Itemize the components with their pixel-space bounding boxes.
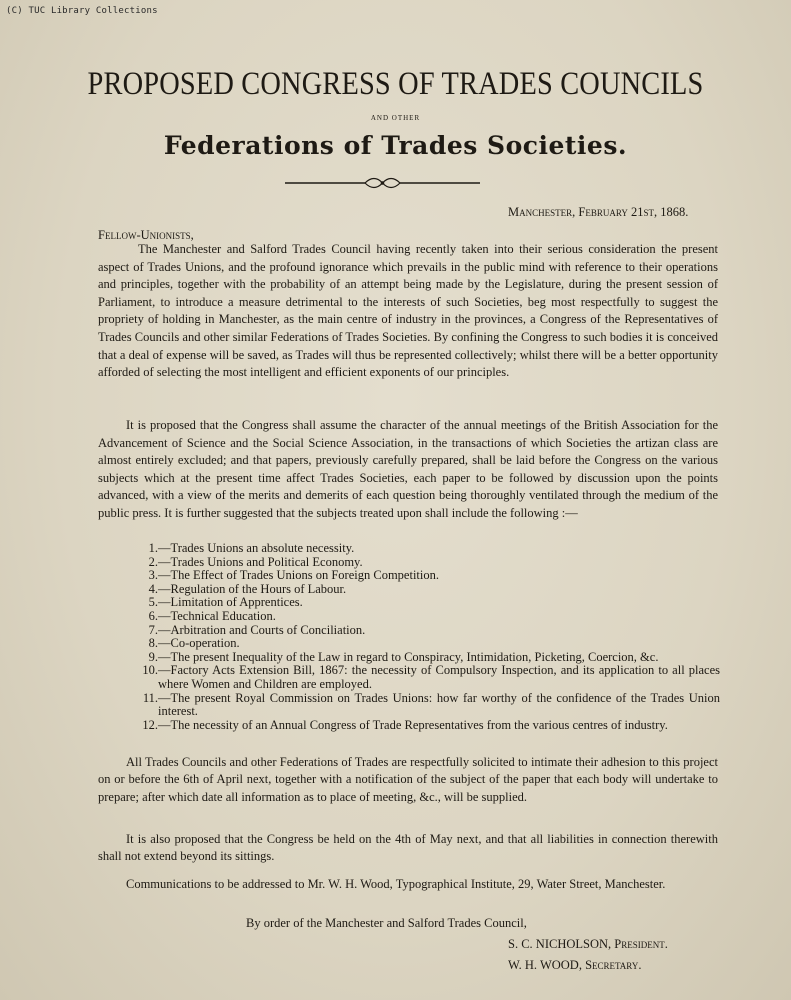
paragraph-proposal: It is proposed that the Congress shall assume the character of the annual meetings of the British Association for the Advancement of Science and the Social Science Association, in the transactions of which Societies the artizan class are almost entirely excluded; and that papers, previously carefully prepared, shall be laid before the Congress on the various subjects which at the present time affect Trades Societies, each paper to be followed by discussion upon the points advanced, with a view of the merits and demerits of each question being thoroughly ventilated through the medium of the public press. It is further suggested that the subjects treated upon shall include the following :— — [98, 418, 718, 520]
paragraph-date: It is also proposed that the Congress be held on the 4th of May next, and that all liabilities in connection therewith shall not extend beyond its sittings. — [98, 832, 718, 864]
list-item: 1. —Trades Unions an absolute necessity. — [148, 541, 355, 555]
paragraph-communications: Communications to be addressed to Mr. W. H. Wood, Typographical Institute, 29, Water Street, Manchester. — [126, 877, 666, 891]
list-item: 12. —The necessity of an Annual Congress of Trade Representatives from the various centres of industry. — [142, 717, 668, 732]
list-item: 4. —Regulation of the Hours of Labour. — [148, 581, 347, 596]
paragraph-introduction: The Manchester and Salford Trades Council having recently taken into their serious consideration the present aspect of Trades Unions, and the profound ignorance which prevails in the public mind with reference to their operations and principles, together with the probability of an attempt being made by the Legislature, during the present session of Parliament, to introduce a measure detrimental to the interests of such Societies, beg most respectfully to suggest the propriety of holding in Manchester, as the main centre of industry in the provinces, a Congress of the Representatives of Trades Councils and other similar Federations of Trades Societies. By confining the Congress to such bodies it is conceived that a deal of expense will be saved, as Trades will thus be represented collectively; whilst there will be a better opportunity afforded of selecting the most intelligent and efficient exponents of our principles. — [98, 242, 718, 380]
subjects-list — [130, 542, 720, 732]
signature-secretary: W. H. WOOD, Secretary. — [508, 958, 642, 972]
signature-president: S. C. NICHOLSON, President. — [508, 937, 668, 951]
list-item: 5. —Limitation of Apprentices. — [148, 595, 303, 610]
copyright-watermark: (C) TUC Library Collections — [6, 6, 158, 16]
closing-order: By order of the Manchester and Salford Trades Council, — [246, 916, 527, 930]
title-connector: AND OTHER — [370, 114, 421, 122]
list-item: 3. —The Effect of Trades Unions on Foreign Competition. — [148, 568, 439, 583]
ornamental-divider-icon — [285, 176, 480, 190]
list-item: 10. —Factory Acts Extension Bill, 1867: the necessity of Compulsory Inspection, and its application to all places where Women and Children are employed. — [142, 663, 720, 691]
salutation: Fellow-Unionists, — [98, 228, 194, 242]
document-subtitle: Federations of Trades Societies. — [163, 131, 628, 160]
list-item: 7. —Arbitration and Courts of Conciliation. — [148, 622, 366, 637]
dateline: Manchester, February 21st, 1868. — [508, 205, 689, 219]
paragraph-adhesion: All Trades Councils and other Federations of Trades are respectfully solicited to intimate their adhesion to this project on or before the 6th of April next, together with a notification of the subject of the paper that each body will undertake to prepare; after which date all information as to place of meeting, &c., will be supplied. — [98, 755, 718, 804]
list-item: 6. —Technical Education. — [148, 608, 276, 623]
list-item: 11. —The present Royal Commission on Trades Unions: how far worthy of the confidence of the Trades Union interest. — [142, 690, 720, 719]
list-item: 8. —Co-operation. — [148, 636, 240, 651]
list-item: 9. —The present Inequality of the Law in regard to Conspiracy, Intimidation, Picketing, Coercion, &c. — [148, 649, 659, 664]
list-item: 2. —Trades Unions and Political Economy. — [148, 554, 363, 569]
document-title: PROPOSED CONGRESS OF TRADES COUNCILS — [87, 66, 704, 102]
